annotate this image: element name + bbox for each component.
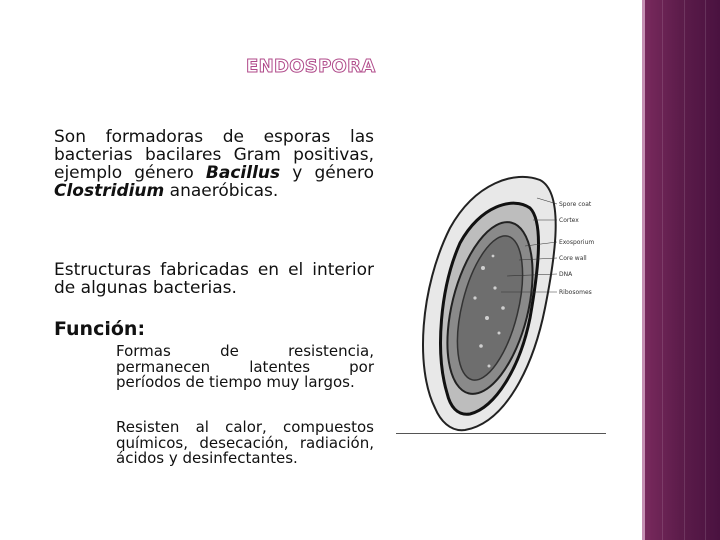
slide-title: ENDOSPORA [246,56,376,77]
label-core-wall: Core wall [559,255,587,262]
sidebar-stripe [684,0,685,540]
intro-tail: anaeróbicas. [164,181,279,201]
label-exosporium: Exosporium [559,239,595,246]
function-item-resistance: Formas de resistencia, permanecen latentes por períodos de tiempo muy largos. [116,342,374,391]
structure-paragraph: Estructuras fabricadas en el interior de algunas bacterias. [54,260,374,298]
sidebar-edge [642,0,645,540]
intro-paragraph [54,128,374,200]
label-spore-coat: Spore coat [559,201,592,208]
sidebar-stripe [662,0,663,540]
endospore-diagram [395,168,610,438]
intro-middle: y género [280,163,374,183]
label-dna: DNA [559,271,573,278]
function-item-heat: Resisten al calor, compuestos químicos, desecación, radiación, ácidos y desinfectantes. [116,418,374,467]
function-heading: Función: [54,318,146,340]
genus-clostridium: Clostridium [54,181,165,201]
sidebar-stripe [705,0,706,540]
decorative-sidebar [642,0,720,540]
figure-underline [396,433,606,434]
label-ribosomes: Ribosomes [559,289,592,296]
genus-bacillus: Bacillus [205,163,281,183]
intro-lead: Son formadoras de esporas las bacterias bacilares Gram positivas, ejemplo género [54,127,374,183]
label-cortex: Cortex [559,217,579,224]
